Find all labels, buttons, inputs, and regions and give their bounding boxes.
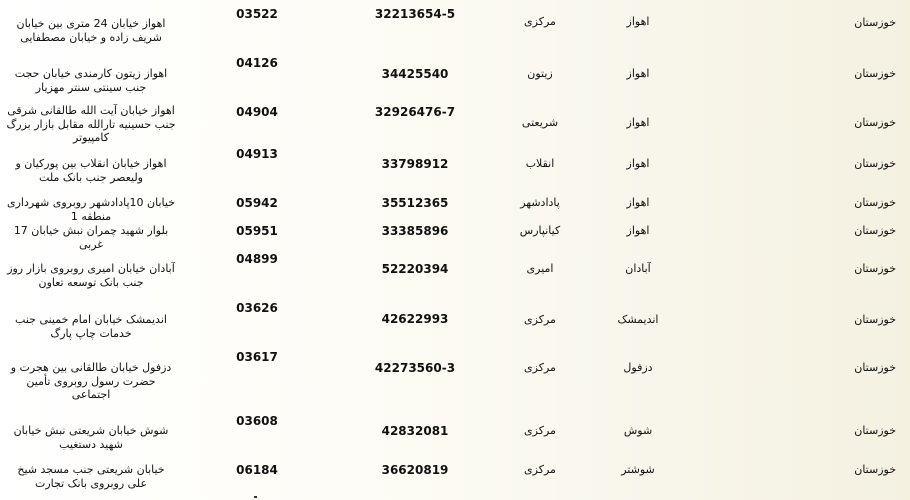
province-cell: خوزستان: [854, 361, 896, 374]
phone-cell: 33798912: [381, 157, 449, 171]
city-cell: اهواز: [626, 224, 650, 237]
address-cell: اهواز خیابان آیت الله طالقانی شرقی جنب حسینیه تارالله مقابل بازار بزرگ کامپیوتر: [6, 104, 176, 144]
code-cell: 04126: [236, 56, 278, 70]
phone-cell: 52220394: [381, 262, 449, 276]
branch-cell: مرکزی: [524, 361, 556, 374]
city-cell: دزفول: [623, 361, 653, 374]
province-cell: خوزستان: [854, 116, 896, 129]
code-cell: 05942: [236, 196, 278, 210]
address-cell: دزفول خیابان طالقانی بین هجرت و حضرت رسول روبروی تأمین اجتماعی: [10, 361, 172, 401]
address-cell: خیابان شریعتی جنب مسجد شیخ علی روبروی بانک تجارت: [17, 463, 165, 490]
branch-cell: پادادشهر: [520, 196, 560, 209]
city-cell: اهواز: [626, 67, 650, 80]
code-cell: 03608: [236, 414, 278, 428]
branch-cell: مرکزی: [524, 424, 556, 437]
address-cell: اهواز خیابان 24 متری بین خیابان شریف زاده و خیابان مصطفایی: [16, 17, 166, 44]
address-cell: بلوار شهید چمران نبش خیابان 17 غربی: [13, 224, 169, 251]
phone-cell: 34425540: [381, 67, 449, 81]
branch-cell: مرکزی: [524, 313, 556, 326]
code-cell: 03617: [236, 350, 278, 364]
city-cell: اهواز: [626, 15, 650, 28]
code-cell: 03522: [236, 7, 278, 21]
province-cell: خوزستان: [854, 313, 896, 326]
address-cell: آبادان خیابان امیری روبروی بازار روز جنب بانک توسعه تعاون: [7, 262, 175, 289]
province-cell: خوزستان: [854, 196, 896, 209]
code-cell: 06184: [236, 463, 278, 477]
code-cell: 04899: [236, 252, 278, 266]
branch-cell: مرکزی: [524, 15, 556, 28]
phone-cell: 33385896: [381, 224, 449, 238]
city-cell: شوشتر: [621, 463, 655, 476]
province-cell: خوزستان: [854, 16, 896, 29]
branch-cell: مرکزی: [524, 463, 556, 476]
code-cell: 05951: [236, 224, 278, 238]
province-cell: خوزستان: [854, 67, 896, 80]
city-cell: اهواز: [626, 196, 650, 209]
city-cell: آبادان: [625, 262, 651, 275]
phone-cell: 32213654-5: [374, 7, 456, 21]
phone-cell: 36620819: [381, 463, 449, 477]
branch-cell: زیتون: [527, 67, 553, 80]
branch-cell: کیانپارس: [519, 224, 561, 237]
address-cell: خیابان 10پادادشهر روبروی شهرداری منطقه 1: [7, 196, 175, 223]
branch-cell: شریعتی: [521, 116, 559, 129]
city-cell: اهواز: [626, 116, 650, 129]
code-cell: 04913: [236, 147, 278, 161]
phone-cell: 32926476-7: [374, 105, 456, 119]
next-row-fragment: [254, 496, 257, 498]
code-cell: 03626: [236, 301, 278, 315]
address-cell: اهواز زیتون کارمندی خیابان حجت جنب سینتی سنتر مهزیار: [14, 67, 168, 94]
province-cell: خوزستان: [854, 424, 896, 437]
province-cell: خوزستان: [854, 463, 896, 476]
code-cell: 04904: [236, 105, 278, 119]
address-cell: اندیمشک خیابان امام خمینی جنب خدمات چاپ پارگ: [15, 313, 167, 340]
city-cell: اندیمشک: [617, 313, 659, 326]
branch-cell: انقلاب: [525, 157, 555, 170]
phone-cell: 42273560-3: [374, 361, 456, 375]
address-cell: اهواز خیابان انقلاب بین پورکیان و ولیعصر جنب بانک ملت: [15, 157, 167, 184]
phone-cell: 35512365: [381, 196, 449, 210]
city-cell: شوش: [623, 424, 653, 437]
phone-cell: 42622993: [381, 312, 449, 326]
province-cell: خوزستان: [854, 224, 896, 237]
province-cell: خوزستان: [854, 157, 896, 170]
phone-cell: 42832081: [381, 424, 449, 438]
province-cell: خوزستان: [854, 262, 896, 275]
branch-cell: امیری: [526, 262, 554, 275]
address-cell: شوش خیابان شریعتی نبش خیابان شهید دستغیب: [13, 424, 169, 451]
city-cell: اهواز: [626, 157, 650, 170]
